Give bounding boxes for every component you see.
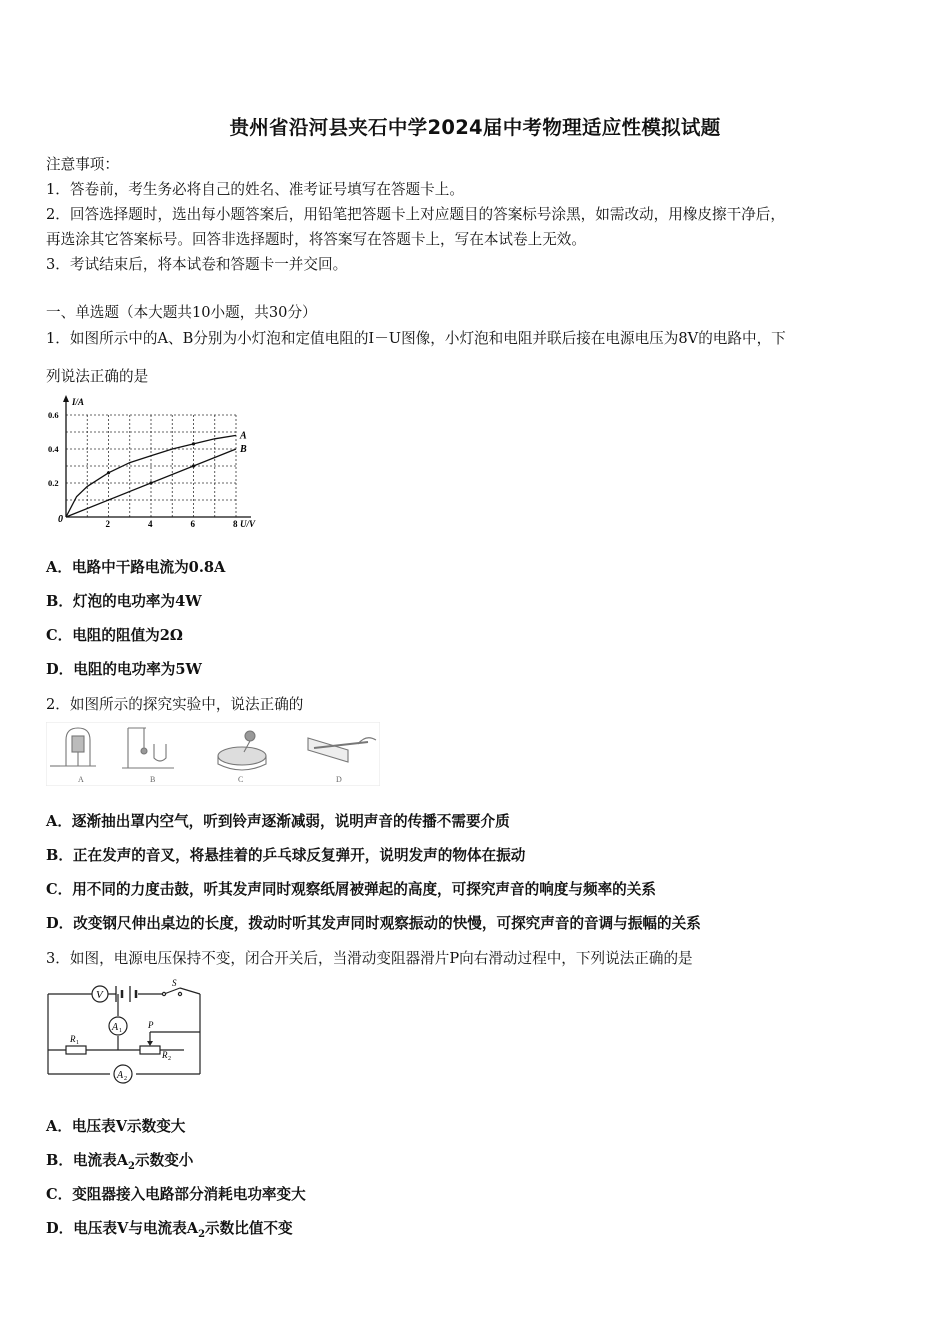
q2-option-d: D．改变钢尺伸出桌边的长度，拨动时听其发声同时观察振动的快慢，可探究声音的音调与振幅的关系: [46, 915, 701, 932]
ammeter-a1-symbol: [109, 1017, 127, 1035]
ammeter-a2-symbol: [114, 1065, 132, 1083]
svg-text:2: 2: [124, 1076, 127, 1082]
data-point: [192, 442, 195, 445]
x-tick-label: 6: [190, 519, 195, 529]
sound-experiments-figure: [46, 722, 380, 786]
q3-option-d: D．电压表V与电流表$A_2$示数比值不变: [46, 1220, 293, 1240]
origin-label: 0: [58, 514, 63, 525]
q3-option-b: B．电流表$A_2$示数变小: [46, 1152, 194, 1172]
figure-label: C: [238, 775, 244, 784]
question-1-stem: 1．如图所示中的A、B分别为小灯泡和定值电阻的I－U图像，小灯泡和电阻并联后接在电源电压为8V的电路中，下: [46, 330, 786, 347]
notice-item: 再选涂其它答案标号。回答非选择题时，将答案写在答题卡上，写在本试卷上无效。: [46, 231, 586, 248]
page-title: 贵州省沿河县夹石中学2024届中考物理适应性模拟试题: [229, 116, 721, 139]
x-tick-label: 4: [148, 519, 153, 529]
question-3-stem: 3．如图，电源电压保持不变，闭合开关后，当滑动变阻器滑片P向右滑动过程中，下列说法正确的是: [46, 950, 693, 967]
q3-option-c: C．变阻器接入电路部分消耗电功率变大: [46, 1186, 306, 1203]
chart-grid: [66, 415, 236, 517]
q1-option-b: B．灯泡的电功率为4W: [46, 593, 202, 610]
iu-chart: [46, 393, 266, 531]
switch-symbol: [162, 988, 181, 996]
y-tick-label: 0.4: [48, 444, 59, 454]
q3-option-a: A．电压表V示数变大: [46, 1118, 186, 1135]
notice-item: 1．答卷前，考生务必将自己的姓名、准考证号填写在答题卡上。: [46, 181, 464, 198]
x-axis-label: U/V: [240, 519, 256, 529]
rheostat-r2-symbol: [140, 1020, 171, 1062]
series-label-b: B: [240, 444, 247, 455]
battery-symbol: [116, 986, 136, 1002]
svg-text:V: V: [96, 989, 103, 1001]
q2-option-a: A．逐渐抽出罩内空气，听到铃声逐渐减弱，说明声音的传播不需要介质: [46, 813, 510, 830]
y-axis-label: I/A: [72, 397, 85, 407]
notice-item: 3．考试结束后，将本试卷和答题卡一并交回。: [46, 256, 348, 273]
q2-option-b: B．正在发声的音叉，将悬挂着的乒乓球反复弹开，说明发声的物体在振动: [46, 847, 526, 864]
y-tick-label: 0.6: [48, 410, 59, 420]
switch-label: S: [172, 978, 177, 988]
svg-text:R: R: [70, 1034, 76, 1044]
data-point: [192, 464, 195, 467]
q1-option-c: C．电阻的阻值为2Ω: [46, 627, 183, 644]
circuit-diagram: [44, 978, 208, 1084]
x-tick-label: 2: [105, 519, 110, 529]
svg-text:R: R: [162, 1050, 168, 1060]
question-2-stem: 2．如图所示的探究实验中，说法正确的: [46, 696, 304, 713]
series-label-a: A: [240, 430, 247, 442]
y-axis-arrow: [63, 395, 69, 402]
q2-option-c: C．用不同的力度击鼓，听其发声同时观察纸屑被弹起的高度，可探究声音的响度与频率的关系: [46, 881, 656, 898]
svg-text:A: A: [112, 1022, 119, 1033]
svg-text:1: 1: [119, 1028, 122, 1034]
notice-item: 2．回答选择题时，选出每小题答案后，用铅笔把答题卡上对应题目的答案标号涂黑，如需改动，用橡皮擦干净后，: [46, 206, 785, 223]
y-tick-label: 0.2: [48, 478, 59, 488]
figure-label: B: [150, 775, 156, 784]
notice-heading: 注意事项：: [46, 156, 119, 173]
q1-option-a: A．电路中干路电流为0.8A: [46, 559, 226, 576]
figure-label: A: [78, 775, 84, 784]
question-1-stem-cont: 列说法正确的是: [46, 368, 149, 385]
section-heading: 一、单选题（本大题共10小题，共30分）: [46, 304, 317, 321]
svg-text:1: 1: [76, 1040, 79, 1046]
q1-option-d: D．电阻的电功率为5W: [46, 661, 202, 678]
x-tick-label: 8: [233, 519, 238, 529]
data-point: [149, 481, 152, 484]
figure-label: D: [336, 775, 342, 784]
svg-text:2: 2: [168, 1056, 171, 1062]
svg-text:A: A: [117, 1070, 124, 1081]
svg-text:P: P: [148, 1020, 154, 1030]
data-point: [107, 471, 110, 474]
resistor-r1-symbol: [66, 1034, 86, 1054]
